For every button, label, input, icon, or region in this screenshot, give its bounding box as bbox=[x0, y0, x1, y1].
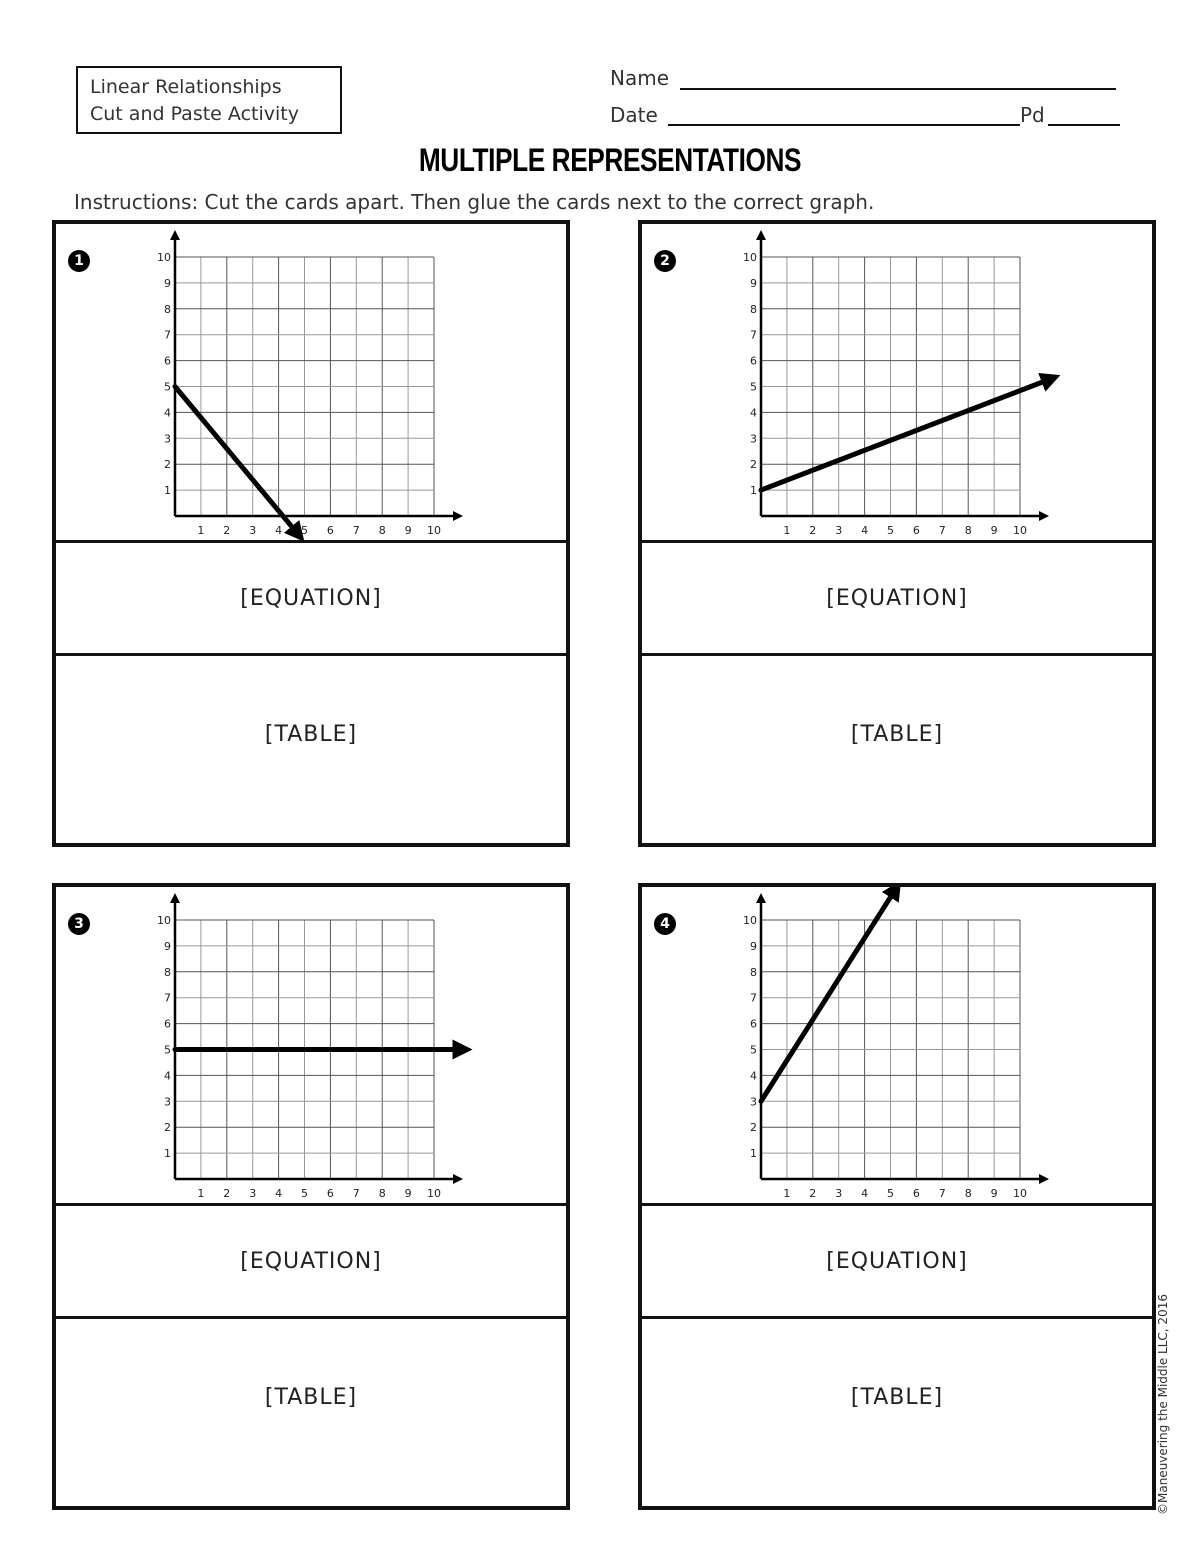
y-tick-label: 8 bbox=[750, 965, 757, 979]
card-number-badge: 4 bbox=[654, 913, 676, 935]
equation-slot[interactable] bbox=[56, 543, 566, 656]
x-tick-label: 1 bbox=[783, 1187, 791, 1200]
card-number-badge: 2 bbox=[654, 250, 676, 272]
worksheet-title-line1: Linear Relationships bbox=[90, 76, 282, 98]
y-tick-label: 6 bbox=[164, 1017, 171, 1031]
y-tick-label: 3 bbox=[750, 1095, 757, 1109]
y-tick-label: 2 bbox=[750, 1121, 757, 1135]
x-tick-label: 6 bbox=[912, 524, 920, 537]
card-number-badge: 1 bbox=[68, 250, 90, 272]
x-tick-label: 6 bbox=[912, 1187, 920, 1200]
coordinate-graph bbox=[56, 224, 566, 540]
date-label: Date bbox=[610, 103, 658, 127]
table-slot[interactable] bbox=[642, 656, 1152, 843]
plotted-line bbox=[761, 379, 1051, 490]
x-tick-label: 9 bbox=[404, 524, 412, 537]
x-tick-label: 6 bbox=[326, 1187, 334, 1200]
graph-section bbox=[56, 887, 566, 1206]
x-tick-label: 9 bbox=[990, 524, 998, 537]
y-tick-label: 6 bbox=[750, 1017, 757, 1031]
table-slot[interactable] bbox=[56, 656, 566, 843]
y-tick-label: 6 bbox=[164, 354, 171, 368]
y-tick-label: 2 bbox=[164, 458, 171, 472]
y-tick-label: 4 bbox=[164, 1069, 171, 1083]
table-placeholder: [TABLE] bbox=[850, 722, 944, 747]
equation-slot[interactable] bbox=[56, 1206, 566, 1319]
y-tick-label: 1 bbox=[750, 484, 757, 498]
x-tick-label: 2 bbox=[809, 524, 817, 537]
graph-section bbox=[642, 224, 1152, 543]
copyright-notice: ©Maneuvering the Middle LLC, 2016 bbox=[1156, 1294, 1170, 1515]
x-tick-label: 10 bbox=[1013, 524, 1027, 537]
x-tick-label: 8 bbox=[378, 1187, 386, 1200]
y-tick-label: 9 bbox=[164, 939, 171, 953]
y-tick-label: 7 bbox=[750, 328, 757, 342]
table-slot[interactable] bbox=[642, 1319, 1152, 1506]
y-tick-label: 9 bbox=[750, 939, 757, 953]
card-3 bbox=[52, 883, 570, 1510]
instructions-text: Instructions: Cut the cards apart. Then glue the cards next to the correct graph. bbox=[74, 190, 875, 214]
y-tick-label: 6 bbox=[750, 354, 757, 368]
graph-section bbox=[642, 887, 1152, 1206]
page-heading: MULTIPLE REPRESENTATIONS bbox=[418, 142, 802, 178]
x-tick-label: 2 bbox=[809, 1187, 817, 1200]
card-1 bbox=[52, 220, 570, 847]
table-slot[interactable] bbox=[56, 1319, 566, 1506]
plotted-line bbox=[175, 387, 298, 535]
x-tick-label: 2 bbox=[223, 524, 231, 537]
x-tick-label: 8 bbox=[964, 1187, 972, 1200]
y-tick-label: 1 bbox=[164, 484, 171, 498]
y-tick-label: 3 bbox=[750, 432, 757, 446]
x-tick-label: 10 bbox=[427, 524, 441, 537]
x-tick-label: 7 bbox=[938, 1187, 946, 1200]
plotted-line bbox=[761, 889, 896, 1101]
x-tick-label: 4 bbox=[861, 1187, 869, 1200]
y-tick-label: 10 bbox=[157, 914, 171, 927]
x-tick-label: 7 bbox=[938, 524, 946, 537]
y-tick-label: 2 bbox=[164, 1121, 171, 1135]
y-tick-label: 5 bbox=[750, 380, 757, 394]
x-tick-label: 2 bbox=[223, 1187, 231, 1200]
table-placeholder: [TABLE] bbox=[264, 722, 358, 747]
y-tick-label: 5 bbox=[164, 380, 171, 394]
name-field[interactable] bbox=[680, 88, 1116, 90]
x-tick-label: 7 bbox=[352, 524, 360, 537]
x-tick-label: 10 bbox=[1013, 1187, 1027, 1200]
y-tick-label: 10 bbox=[743, 251, 757, 264]
x-tick-label: 4 bbox=[861, 524, 869, 537]
worksheet-title-line2: Cut and Paste Activity bbox=[90, 103, 299, 125]
table-placeholder: [TABLE] bbox=[850, 1385, 944, 1410]
worksheet-title-box bbox=[76, 66, 342, 134]
y-tick-label: 3 bbox=[164, 1095, 171, 1109]
x-tick-label: 7 bbox=[352, 1187, 360, 1200]
coordinate-graph bbox=[56, 887, 566, 1203]
equation-slot[interactable] bbox=[642, 1206, 1152, 1319]
x-tick-label: 5 bbox=[301, 524, 308, 537]
y-tick-label: 2 bbox=[750, 458, 757, 472]
name-label: Name bbox=[610, 66, 670, 90]
equation-placeholder: [EQUATION] bbox=[240, 1248, 382, 1274]
coordinate-graph bbox=[642, 887, 1152, 1203]
y-tick-label: 5 bbox=[750, 1043, 757, 1057]
equation-placeholder: [EQUATION] bbox=[240, 585, 382, 611]
x-tick-label: 5 bbox=[887, 524, 894, 537]
x-tick-label: 8 bbox=[964, 524, 972, 537]
x-tick-label: 4 bbox=[275, 524, 283, 537]
x-tick-label: 3 bbox=[249, 1187, 257, 1200]
y-tick-label: 3 bbox=[164, 432, 171, 446]
x-tick-label: 1 bbox=[197, 524, 205, 537]
x-tick-label: 5 bbox=[301, 1187, 308, 1200]
equation-placeholder: [EQUATION] bbox=[826, 585, 968, 611]
y-tick-label: 10 bbox=[743, 914, 757, 927]
y-tick-label: 4 bbox=[164, 406, 171, 420]
x-tick-label: 1 bbox=[783, 524, 791, 537]
x-tick-label: 9 bbox=[990, 1187, 998, 1200]
equation-slot[interactable] bbox=[642, 543, 1152, 656]
card-number-badge: 3 bbox=[68, 913, 90, 935]
x-tick-label: 4 bbox=[275, 1187, 283, 1200]
x-tick-label: 3 bbox=[835, 524, 843, 537]
table-placeholder: [TABLE] bbox=[264, 1385, 358, 1410]
y-tick-label: 4 bbox=[750, 406, 757, 420]
period-field[interactable] bbox=[1048, 124, 1120, 126]
date-field[interactable] bbox=[668, 124, 1020, 126]
card-4 bbox=[638, 883, 1156, 1510]
x-tick-label: 5 bbox=[887, 1187, 894, 1200]
x-tick-label: 3 bbox=[835, 1187, 843, 1200]
x-tick-label: 3 bbox=[249, 524, 257, 537]
x-tick-label: 8 bbox=[378, 524, 386, 537]
y-tick-label: 7 bbox=[164, 991, 171, 1005]
equation-placeholder: [EQUATION] bbox=[826, 1248, 968, 1274]
y-tick-label: 4 bbox=[750, 1069, 757, 1083]
y-tick-label: 10 bbox=[157, 251, 171, 264]
y-tick-label: 7 bbox=[750, 991, 757, 1005]
y-tick-label: 7 bbox=[164, 328, 171, 342]
graph-section bbox=[56, 224, 566, 543]
y-tick-label: 8 bbox=[750, 302, 757, 316]
x-tick-label: 9 bbox=[404, 1187, 412, 1200]
x-tick-label: 10 bbox=[427, 1187, 441, 1200]
card-2 bbox=[638, 220, 1156, 847]
y-tick-label: 9 bbox=[164, 276, 171, 290]
y-tick-label: 9 bbox=[750, 276, 757, 290]
y-tick-label: 1 bbox=[750, 1147, 757, 1161]
period-label: Pd bbox=[1020, 103, 1045, 127]
x-tick-label: 1 bbox=[197, 1187, 205, 1200]
coordinate-graph bbox=[642, 224, 1152, 540]
y-tick-label: 8 bbox=[164, 965, 171, 979]
y-tick-label: 1 bbox=[164, 1147, 171, 1161]
y-tick-label: 8 bbox=[164, 302, 171, 316]
y-tick-label: 5 bbox=[164, 1043, 171, 1057]
x-tick-label: 6 bbox=[326, 524, 334, 537]
